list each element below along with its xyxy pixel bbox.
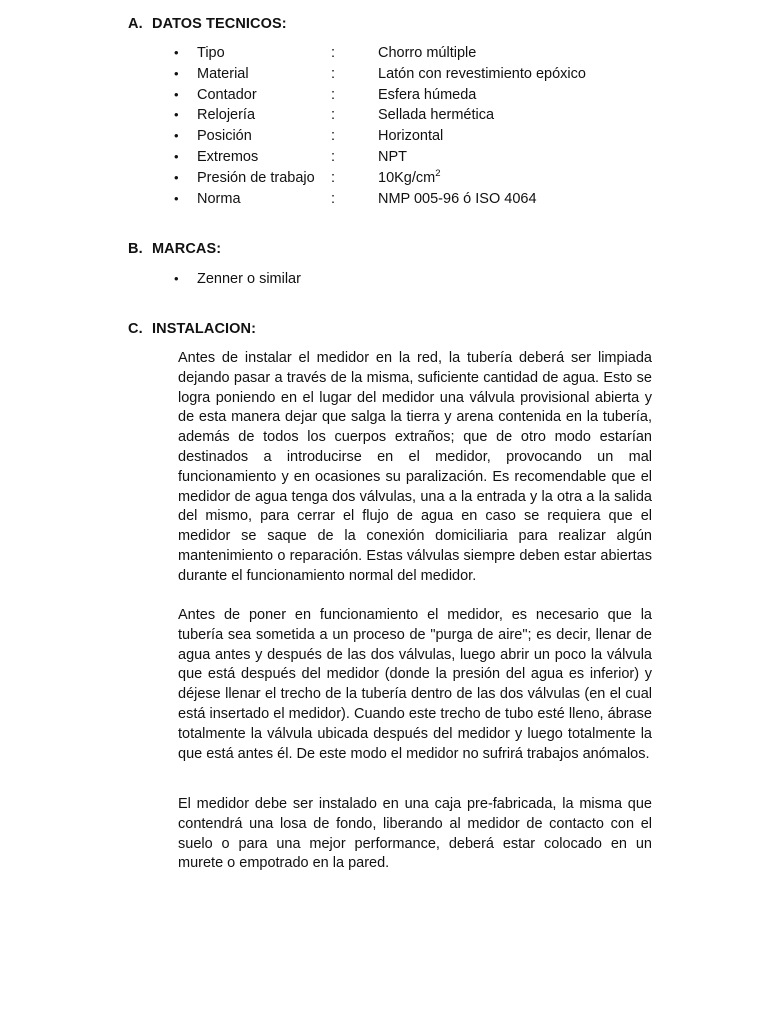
spec-row-extremos bbox=[174, 147, 654, 168]
brand-label: Zenner o similar bbox=[197, 271, 301, 287]
spec-label: Presión de trabajo bbox=[197, 169, 315, 186]
installation-paragraph-3: El medidor debe ser instalado en una caja pre-fabricada, la misma que contendrá una losa de fondo, liberando al medidor de contacto con el suelo o para una mejor performance, deberá estar colocado en un murete o empotrado en la pared. bbox=[178, 796, 652, 872]
brands-list bbox=[174, 269, 654, 290]
spec-value: NMP 005-96 ó ISO 4064 bbox=[378, 190, 537, 207]
section-c-title: INSTALACION: bbox=[152, 321, 257, 337]
spec-label: Tipo bbox=[197, 45, 225, 61]
spec-value-pressure bbox=[378, 168, 441, 189]
spec-label: Material bbox=[197, 65, 249, 82]
bullet-icon: • bbox=[174, 107, 179, 123]
spec-value: NPT bbox=[378, 148, 407, 165]
spec-label: Extremos bbox=[197, 148, 259, 165]
spec-row-tipo bbox=[174, 43, 654, 64]
bullet-icon: • bbox=[174, 86, 179, 102]
spec-row-norma bbox=[174, 189, 654, 210]
spec-label: Contador bbox=[197, 86, 257, 103]
spec-value: Sellada hermética bbox=[378, 107, 495, 124]
bullet-icon: • bbox=[174, 148, 179, 164]
installation-paragraph-1: Antes de instalar el medidor en la red, la tubería deberá ser limpiada dejando pasar a través de la misma, suficiente cantidad de agua. Esto se logra poniendo en el lugar del medidor una válvula provisional abierta y de esta manera dejar que salga la tierra y arena contenida en la tubería, además de todos los cuerpos extraños; que de otro modo estarían destinados a introducirse en el medidor, provocando un mal funcionamiento y en ocasiones su paralización. Es recomendable que el medidor de agua tenga dos válvulas, una a la entrada y la otra a la salida del mismo, para cerrar el flujo de agua en caso se requiera que el medidor se saque de la conexión domiciliaria para realizar algún mantenimiento o reparación. Estas válvulas siempre deben estar abiertas durante el funcionamiento normal del medidor. bbox=[178, 350, 652, 584]
spec-label: Norma bbox=[197, 190, 241, 207]
section-c-heading bbox=[128, 321, 256, 337]
section-a-title: DATOS TECNICOS: bbox=[152, 16, 287, 32]
spec-colon: : bbox=[331, 86, 336, 103]
section-a-heading bbox=[128, 16, 287, 32]
spec-value: Latón con revestimiento epóxico bbox=[378, 65, 586, 82]
spec-row-material bbox=[174, 64, 654, 85]
bullet-icon: • bbox=[174, 65, 179, 81]
section-b-title: MARCAS: bbox=[152, 241, 222, 257]
installation-paragraph-2: Antes de poner en funcionamiento el medidor, es necesario que la tubería sea sometida a un proceso de "purga de aire"; es decir, llenar de agua antes y después de las dos válvulas, luego abrir un poco la válvula que está después del medidor (donde la presión del agua es inferior) y déjese llenar el trecho de la tubería dentro de las dos válvulas (en el cual está insertado el medidor). Cuando este trecho de tubo esté lleno, ábrase totalmente la válvula ubicada después del medidor y luego totalmente la que está antes él. De este modo el medidor no sufrirá trabajos anómalos. bbox=[178, 607, 652, 762]
spec-value-superscript: 2 bbox=[435, 167, 441, 179]
spec-value: Chorro múltiple bbox=[378, 45, 477, 61]
spec-colon: : bbox=[331, 128, 336, 145]
spec-row-presion bbox=[174, 168, 654, 189]
section-b-heading bbox=[128, 241, 221, 257]
spec-colon: : bbox=[331, 65, 336, 82]
spec-colon: : bbox=[331, 190, 336, 207]
bullet-icon: • bbox=[174, 190, 179, 206]
spec-value: Horizontal bbox=[378, 128, 444, 145]
spec-value-text: 10Kg/cm bbox=[378, 169, 436, 186]
spec-row-posicion bbox=[174, 126, 654, 147]
spec-colon: : bbox=[331, 45, 336, 61]
section-b-letter: B. bbox=[128, 241, 143, 257]
bullet-icon: • bbox=[174, 128, 179, 144]
spec-row-relojeria bbox=[174, 105, 654, 126]
spec-row-contador bbox=[174, 85, 654, 106]
spec-value: Esfera húmeda bbox=[378, 86, 477, 103]
brand-item bbox=[174, 269, 654, 290]
spec-colon: : bbox=[331, 169, 336, 186]
spec-colon: : bbox=[331, 107, 336, 124]
bullet-icon: • bbox=[174, 271, 179, 286]
spec-label: Relojería bbox=[197, 107, 256, 124]
technical-data-list bbox=[174, 43, 654, 209]
spec-label: Posición bbox=[197, 128, 252, 145]
section-a-letter: A. bbox=[128, 16, 143, 32]
bullet-icon: • bbox=[174, 169, 179, 185]
bullet-icon: • bbox=[174, 45, 179, 60]
section-c-letter: C. bbox=[128, 321, 143, 337]
spec-colon: : bbox=[331, 148, 336, 165]
